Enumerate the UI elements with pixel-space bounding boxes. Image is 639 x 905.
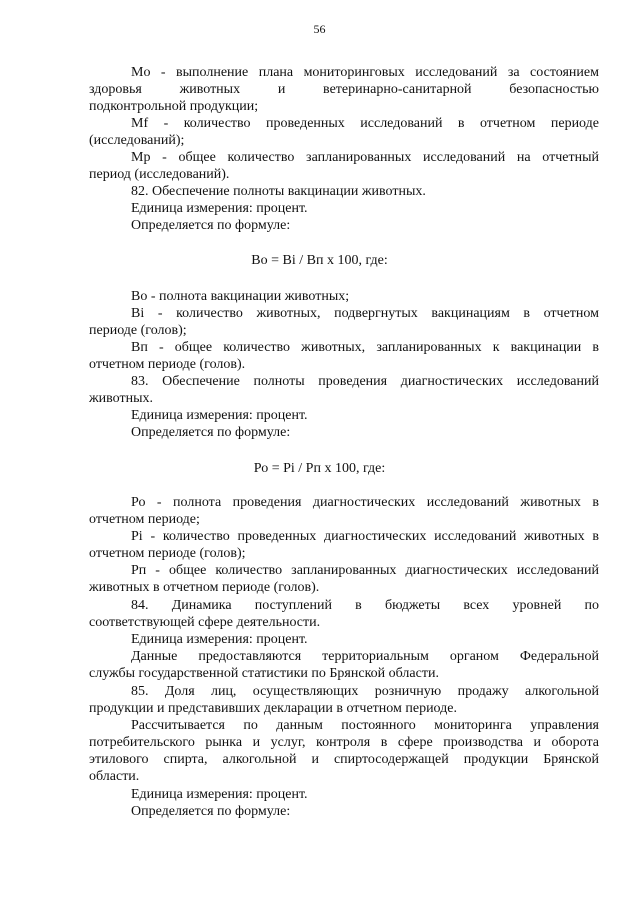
text-line: области. <box>89 769 140 784</box>
text-line: подконтрольной продукции; <box>89 99 259 114</box>
section-heading: 82. Обеспечение полноты вакцинации животных. <box>131 184 426 199</box>
page-number: 56 <box>313 22 326 36</box>
text-line: Единица измерения: процент. <box>131 201 308 216</box>
text-line: Во - полнота вакцинации животных; <box>131 289 350 304</box>
text-line: Определяется по формуле: <box>131 218 291 233</box>
text-line: Определяется по формуле: <box>131 425 291 440</box>
text-line: здоровья животных и ветеринарно-санитарной безопасностью <box>89 82 599 97</box>
text-line: Данные предоставляются территориальным органом Федеральной <box>131 649 599 664</box>
text-line: Единица измерения: процент. <box>131 787 308 802</box>
text-line: Mp - общее количество запланированных исследований на отчетный <box>131 150 599 165</box>
section-heading: 83. Обеспечение полноты проведения диагностических исследований <box>131 374 599 389</box>
section-heading: 84. Динамика поступлений в бюджеты всех уровней по <box>131 598 599 613</box>
text-line: (исследований); <box>89 133 185 148</box>
text-line: Рассчитывается по данным постоянного мониторинга управления <box>131 718 599 733</box>
text-line: животных. <box>89 391 154 406</box>
text-line: отчетном периоде (голов); <box>89 546 246 561</box>
text-line: животных в отчетном периоде (голов). <box>89 580 320 595</box>
text-line: Ро - полнота проведения диагностических исследований животных в <box>131 495 599 510</box>
text-line: продукции и представивших декларации в отчетном периоде. <box>89 701 457 716</box>
text-line: периоде (голов); <box>89 323 187 338</box>
text-line: Bi - количество животных, подвергнутых вакцинациям в отчетном <box>131 306 599 321</box>
text-line: Вп - общее количество животных, запланированных к вакцинации в <box>131 340 599 355</box>
text-line: этилового спирта, алкогольной и спиртосодержащей продукции Брянской <box>89 752 599 767</box>
text-line: потребительского рынка и услуг, контроля в сфере производства и оборота <box>89 735 599 750</box>
text-line: период (исследований). <box>89 167 230 182</box>
formula: Во = Bi / Вп x 100, где: <box>251 253 388 268</box>
text-line: Единица измерения: процент. <box>131 408 308 423</box>
text-line: соответствующей сфере деятельности. <box>89 615 321 630</box>
text-line: Mf - количество проведенных исследований в отчетном периоде <box>131 116 599 131</box>
text-line: отчетном периоде; <box>89 512 200 527</box>
text-line: Единица измерения: процент. <box>131 632 308 647</box>
text-line: Определяется по формуле: <box>131 804 291 819</box>
text-line: Mo - выполнение плана мониторинговых исследований за состоянием <box>131 65 599 80</box>
formula: Ро = Pi / Рп x 100, где: <box>253 461 386 476</box>
text-line: Pi - количество проведенных диагностических исследований животных в <box>131 529 599 544</box>
text-line: службы государственной статистики по Брянской области. <box>89 666 439 681</box>
text-line: отчетном периоде (голов). <box>89 357 246 372</box>
text-line: Рп - общее количество запланированных диагностических исследований <box>131 563 599 578</box>
section-heading: 85. Доля лиц, осуществляющих розничную продажу алкогольной <box>131 684 599 699</box>
